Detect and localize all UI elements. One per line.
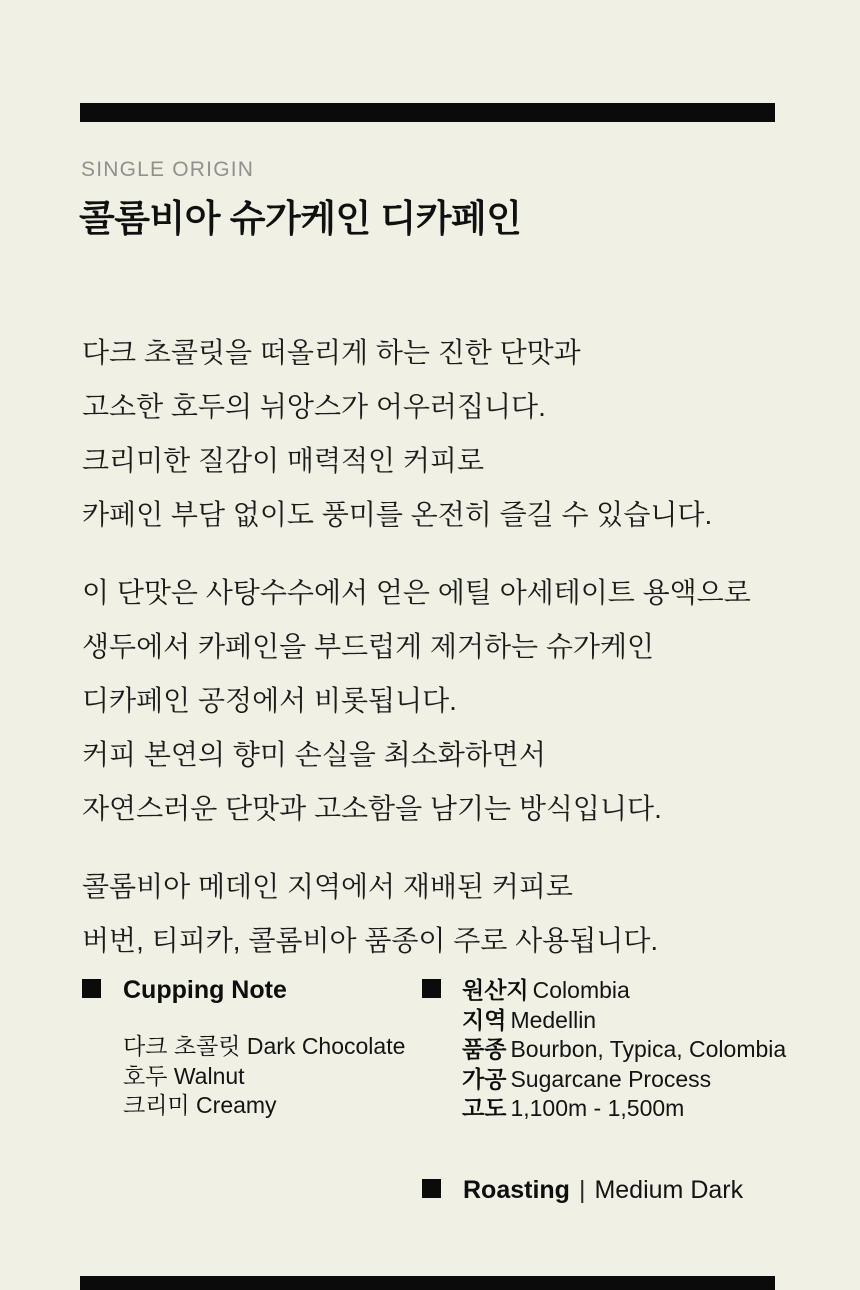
origin-row-label: 고도 (462, 1095, 507, 1121)
origin-info-row (462, 1006, 786, 1036)
roasting-label: Roasting (463, 1176, 570, 1204)
description-line: 고소한 호두의 뉘앙스가 어우러집니다. (82, 391, 546, 422)
cupping-note-item: 크리미 Creamy (123, 1092, 277, 1118)
top-divider-bar (80, 103, 775, 122)
description-line: 생두에서 카페인을 부드럽게 제거하는 슈가케인 (82, 631, 655, 662)
bottom-divider-bar (80, 1276, 775, 1290)
cupping-note-item: 호두 Walnut (123, 1062, 245, 1089)
origin-info-row (462, 1065, 786, 1095)
origin-row-value: Colombia (532, 977, 630, 1003)
cupping-note-header (82, 976, 422, 1005)
origin-row-label: 가공 (462, 1065, 507, 1092)
roasting-value: Medium Dark (594, 1176, 744, 1204)
description-paragraph (82, 860, 782, 968)
square-bullet-icon (422, 1179, 441, 1198)
cupping-note-heading: Cupping Note (123, 976, 287, 1004)
product-description (82, 326, 782, 968)
origin-row-label: 원산지 (462, 977, 529, 1003)
category-eyebrow: SINGLE ORIGIN (81, 158, 255, 181)
origin-info-row (462, 1094, 786, 1124)
square-bullet-icon (82, 979, 101, 998)
origin-row-value: 1,100m - 1,500m (510, 1095, 685, 1121)
origin-info-rows (462, 976, 786, 1124)
roasting-line (463, 1176, 743, 1205)
description-paragraph (82, 566, 782, 836)
origin-info-row (462, 1035, 786, 1065)
description-line: 콜롬비아 메데인 지역에서 재배된 커피로 (82, 871, 573, 902)
description-line: 버번, 티피카, 콜롬비아 품종이 주로 사용됩니다. (82, 925, 659, 956)
origin-row-value: Medellin (510, 1006, 597, 1033)
description-line: 자연스러운 단맛과 고소함을 남기는 방식입니다. (82, 793, 662, 824)
description-line: 카페인 부담 없이도 풍미를 온전히 즐길 수 있습니다. (82, 499, 713, 530)
origin-row-label: 품종 (462, 1036, 507, 1062)
origin-row-label: 지역 (462, 1006, 507, 1033)
origin-info-section (422, 976, 822, 1124)
cupping-note-item: 다크 초콜릿 Dark Chocolate (123, 1033, 406, 1059)
description-paragraph (82, 326, 782, 542)
cupping-note-section (82, 976, 422, 1121)
product-title: 콜롬비아 슈가케인 디카페인 (79, 198, 522, 239)
origin-info-row (462, 976, 786, 1006)
description-line: 다크 초콜릿을 떠올리게 하는 진한 단맛과 (82, 337, 581, 368)
roasting-separator: | (578, 1176, 586, 1204)
description-line: 크리미한 질감이 매력적인 커피로 (82, 445, 485, 476)
description-line: 커피 본연의 향미 손실을 최소화하면서 (82, 739, 546, 770)
description-line: 이 단맛은 사탕수수에서 얻은 에틸 아세테이트 용액으로 (82, 577, 751, 608)
cupping-note-items (123, 1032, 422, 1121)
roasting-section (422, 1176, 743, 1205)
square-bullet-icon (422, 979, 441, 998)
origin-row-value: Bourbon, Typica, Colombia (510, 1036, 787, 1062)
origin-info-header (422, 976, 822, 1124)
description-line: 디카페인 공정에서 비롯됩니다. (82, 685, 457, 716)
origin-row-value: Sugarcane Process (510, 1065, 712, 1092)
